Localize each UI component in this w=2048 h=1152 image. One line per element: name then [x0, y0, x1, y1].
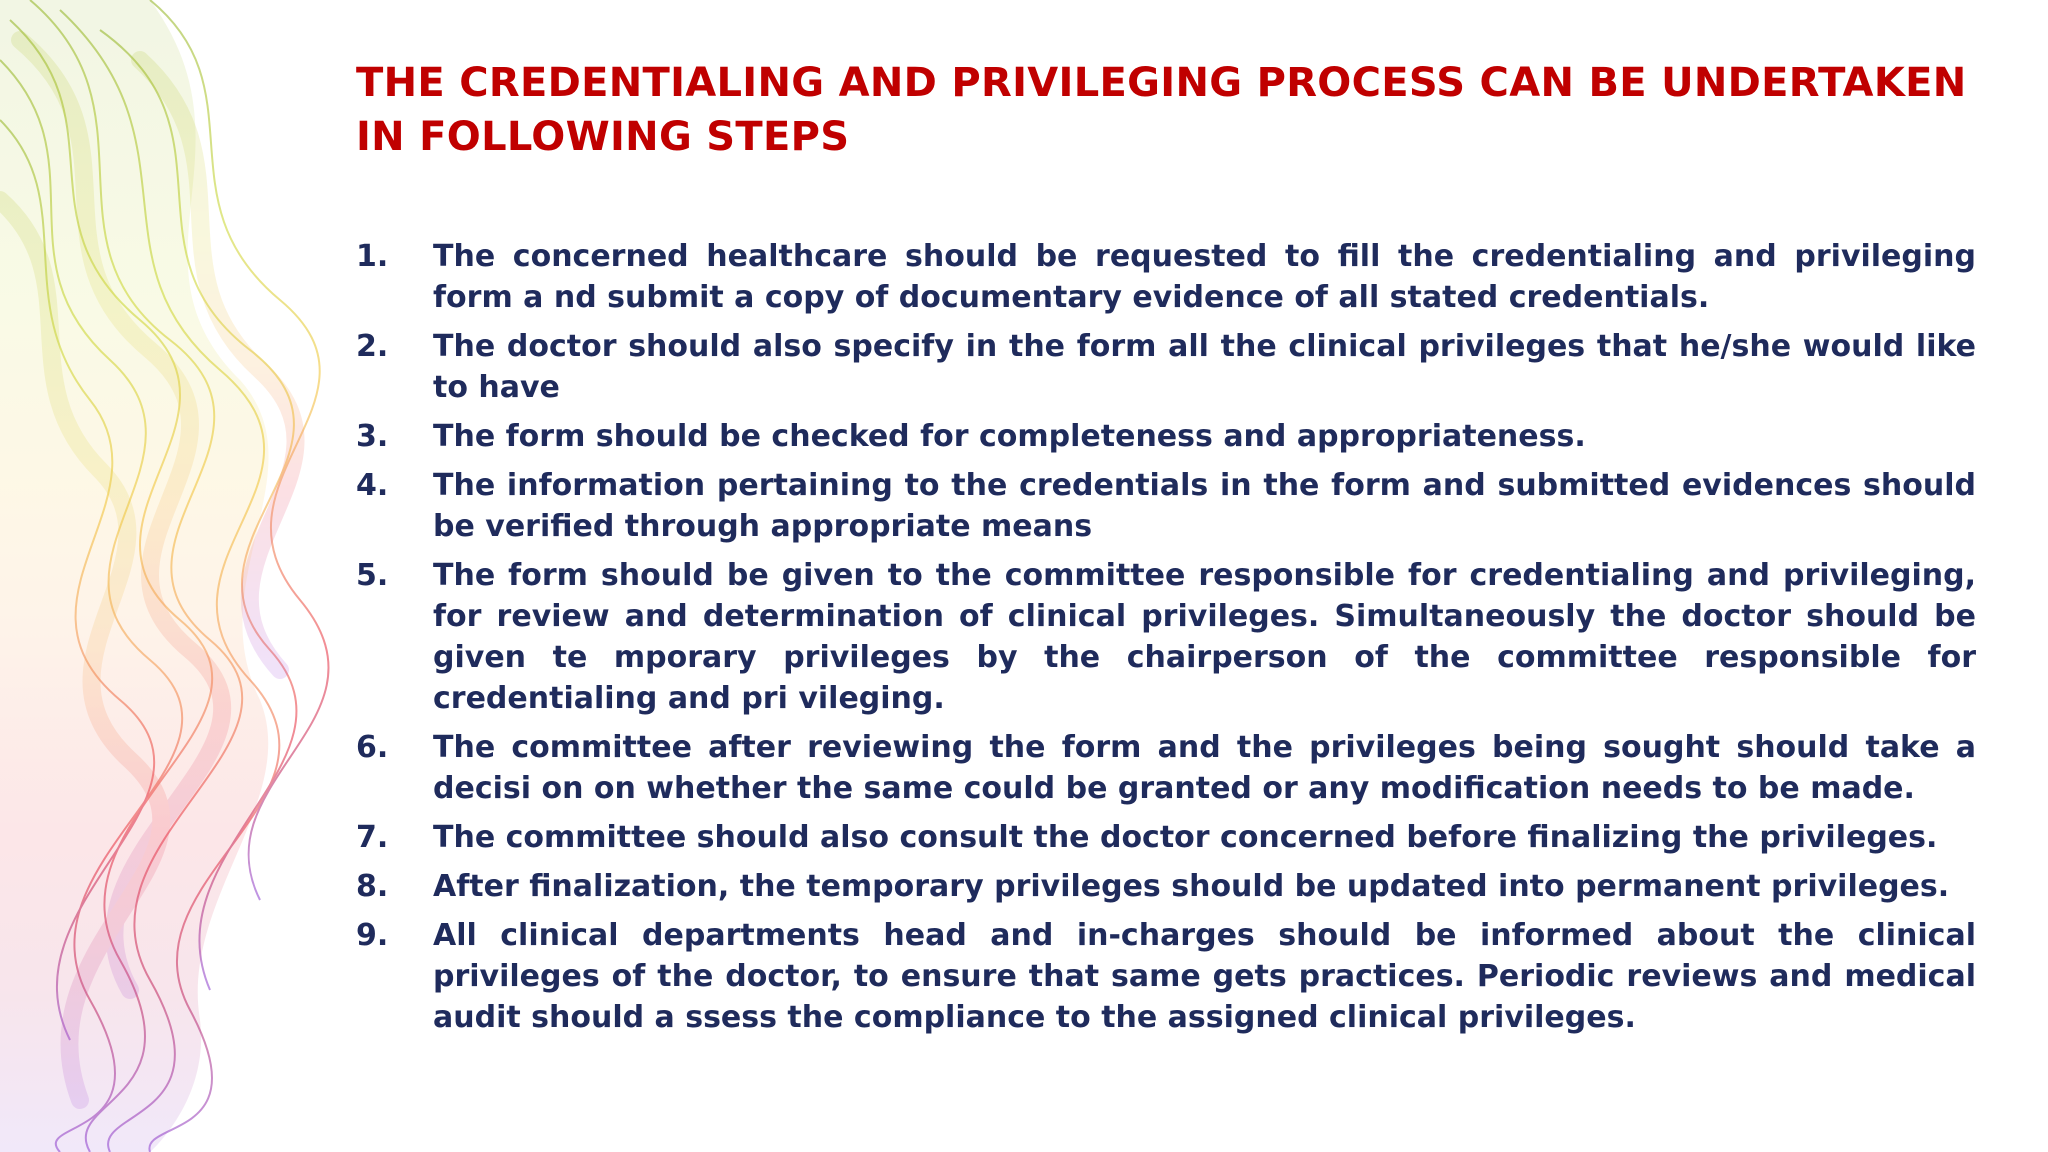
list-item	[356, 727, 1976, 809]
step-text: The committee after reviewing the form and the privileges being sought should take a decisi on on whether the same could be granted or any modification needs to be made.	[433, 730, 1976, 806]
list-item	[356, 817, 1976, 858]
list-item	[356, 555, 1976, 719]
list-item	[356, 866, 1976, 907]
step-text: The doctor should also specify in the form all the clinical privileges that he/she would like to have	[433, 329, 1976, 405]
list-item	[356, 416, 1976, 457]
step-number: 4.	[356, 468, 389, 503]
list-item	[356, 236, 1976, 318]
steps-list	[356, 236, 1976, 1046]
step-number: 3.	[356, 419, 389, 454]
slide-title: THE CREDENTIALING AND PRIVILEGING PROCESS CAN BE UNDERTAKEN IN FOLLOWING STEPS	[356, 60, 1967, 160]
step-number: 6.	[356, 730, 389, 765]
step-number: 1.	[356, 239, 389, 274]
step-number: 7.	[356, 820, 389, 855]
step-text: The form should be checked for completeness and appropriateness.	[433, 419, 1586, 454]
step-number: 8.	[356, 869, 389, 904]
list-item	[356, 465, 1976, 547]
step-text: After finalization, the temporary privileges should be updated into permanent privileges.	[433, 869, 1950, 904]
step-number: 2.	[356, 329, 389, 364]
step-text: The information pertaining to the credentials in the form and submitted evidences should be verified through appropriate means	[433, 468, 1976, 544]
list-item	[356, 915, 1976, 1038]
list-item	[356, 326, 1976, 408]
step-text: The committee should also consult the doctor concerned before finalizing the privileges.	[433, 820, 1938, 855]
step-text: All clinical departments head and in-charges should be informed about the clinical privileges of the doctor, to ensure that same gets practices. Periodic reviews and medical audit should a ssess the compliance to the assigned clinical privileges.	[433, 918, 1976, 1035]
step-number: 5.	[356, 558, 389, 593]
step-number: 9.	[356, 918, 389, 953]
step-text: The concerned healthcare should be requested to fill the credentialing and privileging form a nd submit a copy of documentary evidence of all stated credentials.	[433, 239, 1976, 315]
smoke-ribbon-decoration	[0, 0, 340, 1152]
step-text: The form should be given to the committee responsible for credentialing and privileging, for review and determination of clinical privileges. Simultaneously the doctor should be given te mporary privileges by the chairperson of the committee responsible for credentialing and pri vileging.	[433, 558, 1976, 716]
